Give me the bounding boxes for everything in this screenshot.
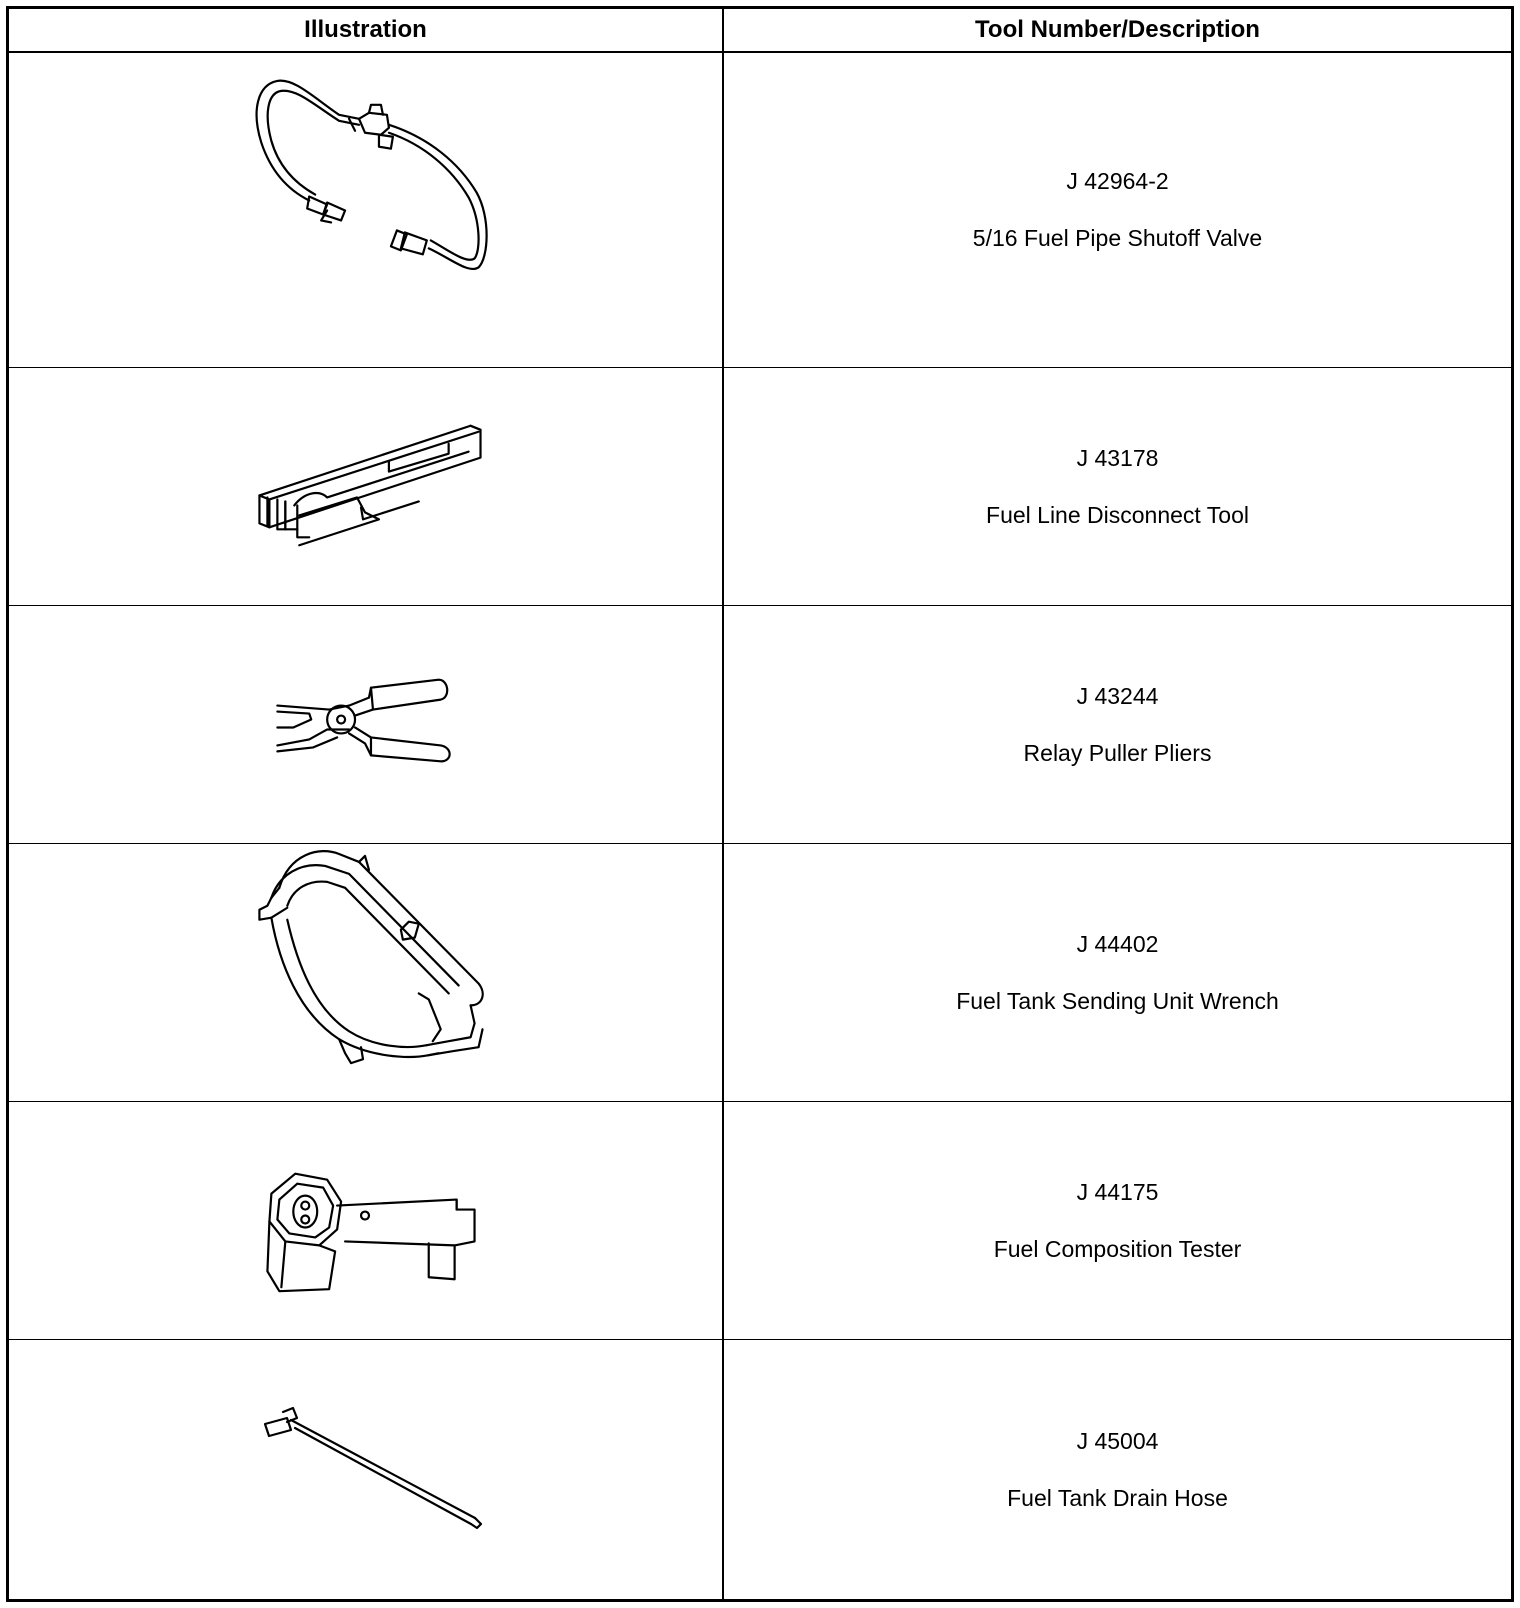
tool-description: Fuel Tank Sending Unit Wrench: [956, 987, 1279, 1014]
description-cell: [724, 1102, 1511, 1339]
illustration-cell: [9, 368, 722, 605]
tool-number: J 44175: [1076, 1178, 1159, 1205]
description-cell: [724, 53, 1511, 367]
illustration-cell: [9, 1102, 722, 1339]
tool-description: Fuel Composition Tester: [993, 1235, 1242, 1262]
table-row: [9, 1102, 1511, 1340]
illustration-cell: [9, 844, 722, 1101]
description-cell: [724, 844, 1511, 1101]
tool-number: J 45004: [1076, 1427, 1159, 1454]
illustration-cell: [9, 606, 722, 843]
tool-number: J 44402: [1076, 930, 1159, 957]
tool-description: Fuel Line Disconnect Tool: [986, 501, 1249, 528]
table-header-row: [9, 9, 1511, 53]
tool-description: Fuel Tank Drain Hose: [1007, 1484, 1228, 1511]
fuel-line-disconnect-tool-icon: [9, 368, 722, 605]
tool-description: Relay Puller Pliers: [1023, 739, 1212, 766]
table-row: [9, 1340, 1511, 1599]
table-row: [9, 368, 1511, 606]
illustration-cell: [9, 53, 722, 367]
tool-description: 5/16 Fuel Pipe Shutoff Valve: [972, 225, 1263, 251]
fuel-pipe-shutoff-valve-icon: [9, 53, 722, 367]
tool-number: J 43244: [1076, 682, 1159, 709]
fuel-composition-tester-icon: [9, 1102, 722, 1339]
description-cell: [724, 368, 1511, 605]
description-cell: [724, 1340, 1511, 1599]
header-illustration: Illustration: [304, 16, 427, 43]
table-row: [9, 844, 1511, 1102]
relay-puller-pliers-icon: [9, 606, 722, 843]
illustration-cell: [9, 1340, 722, 1599]
tool-number: J 42964-2: [1066, 168, 1169, 194]
description-cell: [724, 606, 1511, 843]
special-tools-table: [6, 6, 1514, 1602]
sending-unit-wrench-icon: [9, 844, 722, 1101]
header-tool-number-description: Tool Number/Description: [975, 16, 1260, 43]
tool-number: J 43178: [1076, 444, 1159, 471]
fuel-tank-drain-hose-icon: [9, 1340, 722, 1599]
table-row: [9, 53, 1511, 368]
table-row: [9, 606, 1511, 844]
